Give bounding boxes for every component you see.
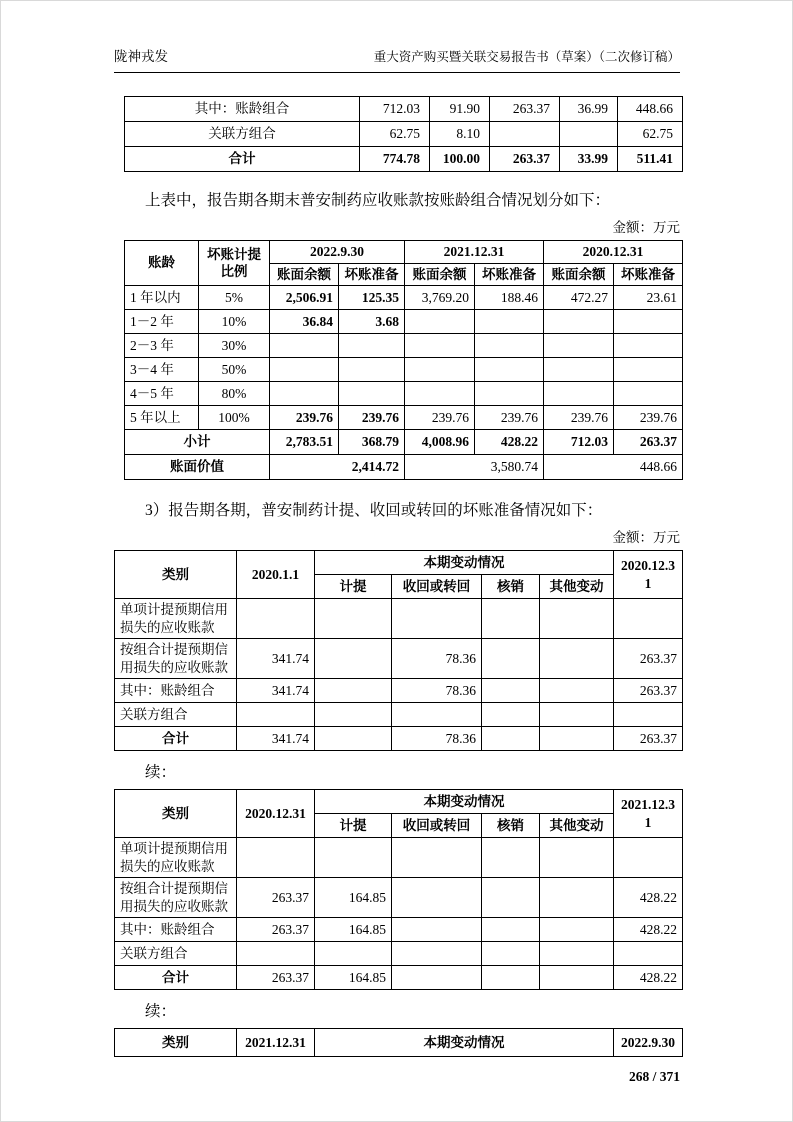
cell: 62.75 bbox=[360, 122, 430, 147]
continuation-label: 续： bbox=[145, 764, 177, 782]
cell bbox=[490, 122, 560, 147]
cell bbox=[540, 703, 614, 727]
cell: 263.37 bbox=[490, 97, 560, 122]
cell: 239.76 bbox=[270, 406, 339, 430]
cell: 78.36 bbox=[392, 639, 482, 679]
header-period-2022: 2022.9.30 bbox=[270, 241, 405, 264]
change-row bbox=[115, 599, 683, 639]
row-label: 关联方组合 bbox=[115, 942, 237, 966]
age-label: 4－5 年 bbox=[125, 382, 199, 406]
cell bbox=[482, 942, 540, 966]
header-company-name: 陇神戎发 bbox=[114, 49, 168, 64]
aging-subtotal-row bbox=[125, 430, 683, 455]
row-label: 关联方组合 bbox=[125, 122, 360, 147]
cell: 3,580.74 bbox=[405, 455, 544, 480]
cell: 368.79 bbox=[339, 430, 405, 455]
cell bbox=[482, 878, 540, 918]
cell: 428.22 bbox=[614, 966, 683, 990]
header-category: 类别 bbox=[115, 551, 237, 599]
cell: 100.00 bbox=[430, 147, 490, 172]
cell: 263.37 bbox=[614, 430, 683, 455]
cell: 239.76 bbox=[475, 406, 544, 430]
cell bbox=[339, 334, 405, 358]
cell bbox=[237, 703, 315, 727]
cell bbox=[270, 382, 339, 406]
header-closing-date: 2022.9.30 bbox=[614, 1029, 683, 1057]
cell bbox=[237, 838, 315, 878]
cell: 2,506.91 bbox=[270, 286, 339, 310]
cell bbox=[315, 639, 392, 679]
cell: 33.99 bbox=[560, 147, 618, 172]
cell: 341.74 bbox=[237, 639, 315, 679]
change-row bbox=[115, 838, 683, 878]
cell bbox=[315, 942, 392, 966]
cell: 239.76 bbox=[405, 406, 475, 430]
ratio-value: 10% bbox=[199, 310, 270, 334]
cell bbox=[540, 942, 614, 966]
row-label: 其中：账龄组合 bbox=[125, 97, 360, 122]
cell bbox=[540, 727, 614, 751]
change-row bbox=[115, 679, 683, 703]
row-label: 单项计提预期信用损失的应收账款 bbox=[115, 599, 237, 639]
cell bbox=[482, 918, 540, 942]
header-provision: 坏账准备 bbox=[339, 263, 405, 286]
cell: 712.03 bbox=[360, 97, 430, 122]
header-age: 账龄 bbox=[125, 241, 199, 286]
cell bbox=[270, 334, 339, 358]
cell: 263.37 bbox=[614, 727, 683, 751]
aging-row bbox=[125, 406, 683, 430]
aging-row bbox=[125, 286, 683, 310]
total-label: 合计 bbox=[125, 147, 360, 172]
intro-paragraph: 上表中，报告期各期末普安制药应收账款按账龄组合情况划分如下： bbox=[145, 192, 611, 209]
cell: 472.27 bbox=[544, 286, 614, 310]
change-header-row-1 bbox=[115, 790, 683, 814]
aging-row bbox=[125, 382, 683, 406]
cell bbox=[392, 966, 482, 990]
cell bbox=[614, 382, 683, 406]
cell bbox=[544, 310, 614, 334]
cell bbox=[392, 838, 482, 878]
header-document-title: 重大资产购买暨关联交易报告书（草案）（二次修订稿） bbox=[373, 50, 680, 64]
cell: 2,783.51 bbox=[270, 430, 339, 455]
cell: 341.74 bbox=[237, 679, 315, 703]
cell: 774.78 bbox=[360, 147, 430, 172]
header-line: 坏账计提 bbox=[207, 246, 261, 262]
cell bbox=[544, 382, 614, 406]
cell: 428.22 bbox=[475, 430, 544, 455]
cell bbox=[482, 727, 540, 751]
cell bbox=[315, 679, 392, 703]
cell: 263.37 bbox=[237, 966, 315, 990]
cell bbox=[614, 334, 683, 358]
header-category: 类别 bbox=[115, 1029, 237, 1057]
cell: 239.76 bbox=[544, 406, 614, 430]
age-label: 1－2 年 bbox=[125, 310, 199, 334]
table-row bbox=[125, 122, 683, 147]
cell bbox=[315, 838, 392, 878]
cell bbox=[392, 878, 482, 918]
cell: 78.36 bbox=[392, 679, 482, 703]
cell bbox=[475, 382, 544, 406]
cell bbox=[315, 703, 392, 727]
continuation-label: 续： bbox=[145, 1003, 177, 1021]
cell bbox=[482, 639, 540, 679]
cell: 164.85 bbox=[315, 966, 392, 990]
row-label: 按组合计提预期信用损失的应收账款 bbox=[115, 639, 237, 679]
header-balance: 账面余额 bbox=[270, 263, 339, 286]
cell: 188.46 bbox=[475, 286, 544, 310]
total-row bbox=[125, 147, 683, 172]
change-row bbox=[115, 918, 683, 942]
cell: 91.90 bbox=[430, 97, 490, 122]
cell: 36.99 bbox=[560, 97, 618, 122]
cell bbox=[614, 942, 683, 966]
cell bbox=[482, 599, 540, 639]
cell bbox=[237, 599, 315, 639]
cell bbox=[540, 838, 614, 878]
aging-row bbox=[125, 334, 683, 358]
cell: 428.22 bbox=[614, 878, 683, 918]
age-label: 1 年以内 bbox=[125, 286, 199, 310]
section-paragraph: 3）报告期各期，普安制药计提、收回或转回的坏账准备情况如下： bbox=[145, 502, 603, 520]
age-label: 5 年以上 bbox=[125, 406, 199, 430]
cell: 3.68 bbox=[339, 310, 405, 334]
header-writeoff: 核销 bbox=[482, 575, 540, 599]
change-header-row-1 bbox=[115, 1029, 683, 1057]
cell: 4,008.96 bbox=[405, 430, 475, 455]
aging-row bbox=[125, 310, 683, 334]
cell: 164.85 bbox=[315, 878, 392, 918]
cell: 239.76 bbox=[339, 406, 405, 430]
provision-change-table-2021 bbox=[114, 789, 683, 990]
total-label: 合计 bbox=[115, 727, 237, 751]
cell bbox=[540, 878, 614, 918]
header-provision: 坏账准备 bbox=[475, 263, 544, 286]
header-bad-debt-ratio bbox=[199, 241, 270, 286]
cell bbox=[482, 838, 540, 878]
header-recovery: 收回或转回 bbox=[392, 814, 482, 838]
cell: 341.74 bbox=[237, 727, 315, 751]
cell bbox=[540, 639, 614, 679]
header-opening-date: 2021.12.31 bbox=[237, 1029, 315, 1057]
header-period-2020: 2020.12.31 bbox=[544, 241, 683, 264]
total-row bbox=[115, 727, 683, 751]
header-accrual: 计提 bbox=[315, 575, 392, 599]
page-number: 268 / 371 bbox=[628, 1069, 680, 1085]
cell: 2,414.72 bbox=[270, 455, 405, 480]
cell: 125.35 bbox=[339, 286, 405, 310]
cell bbox=[614, 599, 683, 639]
cell: 511.41 bbox=[618, 147, 683, 172]
cell bbox=[540, 918, 614, 942]
row-label: 按组合计提预期信用损失的应收账款 bbox=[115, 878, 237, 918]
aging-row bbox=[125, 358, 683, 382]
cell bbox=[614, 358, 683, 382]
cell bbox=[560, 122, 618, 147]
cell bbox=[392, 703, 482, 727]
age-label: 3－4 年 bbox=[125, 358, 199, 382]
unit-label: 金额：万元 bbox=[612, 530, 680, 546]
cell bbox=[339, 382, 405, 406]
cell bbox=[540, 679, 614, 703]
change-row bbox=[115, 878, 683, 918]
cell: 428.22 bbox=[614, 918, 683, 942]
provision-change-table-2020 bbox=[114, 550, 683, 751]
cell: 78.36 bbox=[392, 727, 482, 751]
cell: 8.10 bbox=[430, 122, 490, 147]
cell: 263.37 bbox=[614, 679, 683, 703]
ratio-value: 5% bbox=[199, 286, 270, 310]
cell: 263.37 bbox=[237, 918, 315, 942]
cell bbox=[270, 358, 339, 382]
cell: 263.37 bbox=[237, 878, 315, 918]
table-row bbox=[125, 97, 683, 122]
cell bbox=[475, 334, 544, 358]
header-other: 其他变动 bbox=[540, 814, 614, 838]
header-line: 比例 bbox=[220, 264, 248, 280]
header-closing-date: 2020.12.31 bbox=[614, 551, 683, 599]
cell: 712.03 bbox=[544, 430, 614, 455]
cell: 239.76 bbox=[614, 406, 683, 430]
cell bbox=[405, 382, 475, 406]
cell: 164.85 bbox=[315, 918, 392, 942]
cell: 3,769.20 bbox=[405, 286, 475, 310]
cell bbox=[614, 310, 683, 334]
header-balance: 账面余额 bbox=[544, 263, 614, 286]
page-header bbox=[114, 45, 680, 73]
header-writeoff: 核销 bbox=[482, 814, 540, 838]
cell bbox=[544, 358, 614, 382]
cell bbox=[544, 334, 614, 358]
ratio-value: 50% bbox=[199, 358, 270, 382]
age-label: 2－3 年 bbox=[125, 334, 199, 358]
cell bbox=[315, 599, 392, 639]
change-row bbox=[115, 942, 683, 966]
header-recovery: 收回或转回 bbox=[392, 575, 482, 599]
header-period-change: 本期变动情况 bbox=[315, 1029, 614, 1057]
aging-header-row-1 bbox=[125, 241, 683, 264]
change-header-row-1 bbox=[115, 551, 683, 575]
cell bbox=[482, 966, 540, 990]
row-label: 单项计提预期信用损失的应收账款 bbox=[115, 838, 237, 878]
ratio-value: 80% bbox=[199, 382, 270, 406]
subtotal-label: 小计 bbox=[125, 430, 270, 455]
cell bbox=[405, 358, 475, 382]
header-opening-date: 2020.12.31 bbox=[237, 790, 315, 838]
row-label: 关联方组合 bbox=[115, 703, 237, 727]
cell bbox=[475, 358, 544, 382]
header-period-change: 本期变动情况 bbox=[315, 790, 614, 814]
row-label: 其中：账龄组合 bbox=[115, 679, 237, 703]
header-provision: 坏账准备 bbox=[614, 263, 683, 286]
cell: 448.66 bbox=[618, 97, 683, 122]
cell bbox=[540, 966, 614, 990]
cell: 36.84 bbox=[270, 310, 339, 334]
aging-bookvalue-row bbox=[125, 455, 683, 480]
row-label: 其中：账龄组合 bbox=[115, 918, 237, 942]
header-balance: 账面余额 bbox=[405, 263, 475, 286]
cell bbox=[405, 334, 475, 358]
header-closing-date: 2021.12.31 bbox=[614, 790, 683, 838]
total-label: 合计 bbox=[115, 966, 237, 990]
portfolio-summary-table bbox=[124, 96, 683, 172]
cell bbox=[392, 599, 482, 639]
cell bbox=[392, 942, 482, 966]
cell: 448.66 bbox=[544, 455, 683, 480]
cell bbox=[482, 703, 540, 727]
cell: 62.75 bbox=[618, 122, 683, 147]
unit-label: 金额：万元 bbox=[612, 220, 680, 235]
cell bbox=[339, 358, 405, 382]
aging-analysis-table bbox=[124, 240, 683, 480]
header-period-change: 本期变动情况 bbox=[315, 551, 614, 575]
cell bbox=[315, 727, 392, 751]
cell bbox=[482, 679, 540, 703]
cell bbox=[614, 838, 683, 878]
cell bbox=[540, 599, 614, 639]
cell bbox=[392, 918, 482, 942]
cell: 23.61 bbox=[614, 286, 683, 310]
cell bbox=[405, 310, 475, 334]
cell: 263.37 bbox=[614, 639, 683, 679]
cell bbox=[614, 703, 683, 727]
change-row bbox=[115, 703, 683, 727]
header-category: 类别 bbox=[115, 790, 237, 838]
header-accrual: 计提 bbox=[315, 814, 392, 838]
change-row bbox=[115, 639, 683, 679]
header-period-2021: 2021.12.31 bbox=[405, 241, 544, 264]
provision-change-table-2022 bbox=[114, 1028, 683, 1057]
header-opening-date: 2020.1.1 bbox=[237, 551, 315, 599]
cell bbox=[475, 310, 544, 334]
cell bbox=[237, 942, 315, 966]
cell: 263.37 bbox=[490, 147, 560, 172]
bookvalue-label: 账面价值 bbox=[125, 455, 270, 480]
header-other: 其他变动 bbox=[540, 575, 614, 599]
ratio-value: 30% bbox=[199, 334, 270, 358]
ratio-value: 100% bbox=[199, 406, 270, 430]
total-row bbox=[115, 966, 683, 990]
